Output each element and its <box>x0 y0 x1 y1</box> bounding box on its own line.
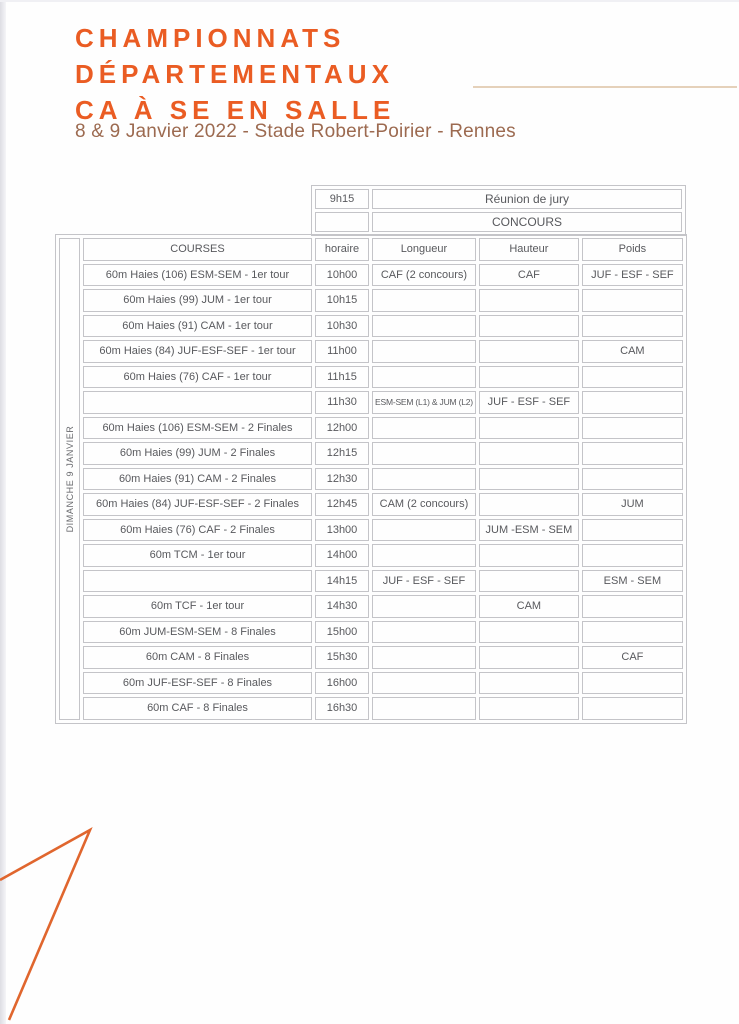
hauteur-cell <box>479 340 579 363</box>
poids-cell: JUF - ESF - SEF <box>582 264 683 287</box>
course-cell: 60m Haies (91) CAM - 1er tour <box>83 315 312 338</box>
course-cell: 60m Haies (91) CAM - 2 Finales <box>83 468 312 491</box>
poids-cell <box>582 595 683 618</box>
time-cell: 12h00 <box>315 417 369 440</box>
hauteur-cell <box>479 646 579 669</box>
time-cell: 14h15 <box>315 570 369 593</box>
time-cell: 10h15 <box>315 289 369 312</box>
hauteur-cell <box>479 672 579 695</box>
hauteur-cell <box>479 315 579 338</box>
table-header-row <box>59 238 683 261</box>
longueur-cell <box>372 315 476 338</box>
hauteur-cell <box>479 493 579 516</box>
longueur-cell <box>372 442 476 465</box>
poids-cell <box>582 417 683 440</box>
longueur-cell <box>372 340 476 363</box>
day-label: DIMANCHE 9 JANVIER <box>64 425 75 533</box>
poids-cell: CAF <box>582 646 683 669</box>
poids-cell: JUM <box>582 493 683 516</box>
course-cell: 60m JUF-ESF-SEF - 8 Finales <box>83 672 312 695</box>
poids-header: Poids <box>582 238 683 261</box>
poids-cell <box>582 468 683 491</box>
table-row <box>315 212 682 232</box>
table-row <box>59 493 683 516</box>
course-cell: 60m CAM - 8 Finales <box>83 646 312 669</box>
time-cell: 15h00 <box>315 621 369 644</box>
hauteur-cell <box>479 697 579 720</box>
table-row <box>59 366 683 389</box>
table-row <box>315 189 682 209</box>
course-cell: 60m CAF - 8 Finales <box>83 697 312 720</box>
hauteur-cell <box>479 442 579 465</box>
hauteur-cell <box>479 366 579 389</box>
longueur-cell <box>372 646 476 669</box>
time-cell: 10h30 <box>315 315 369 338</box>
hauteur-cell <box>479 417 579 440</box>
poids-cell: ESM - SEM <box>582 570 683 593</box>
longueur-header: Longueur <box>372 238 476 261</box>
poids-cell: CAM <box>582 340 683 363</box>
hauteur-cell <box>479 468 579 491</box>
table-row <box>59 519 683 542</box>
course-cell: 60m Haies (99) JUM - 1er tour <box>83 289 312 312</box>
time-header: horaire <box>315 238 369 261</box>
hauteur-cell: CAF <box>479 264 579 287</box>
poids-cell <box>582 544 683 567</box>
poids-cell <box>582 442 683 465</box>
course-cell: 60m Haies (84) JUF-ESF-SEF - 2 Finales <box>83 493 312 516</box>
poids-cell <box>582 366 683 389</box>
hauteur-cell <box>479 621 579 644</box>
event-cell: Réunion de jury <box>372 189 682 209</box>
time-cell: 14h30 <box>315 595 369 618</box>
table-row <box>59 595 683 618</box>
table-row <box>59 391 683 414</box>
longueur-cell: JUF - ESF - SEF <box>372 570 476 593</box>
table-row <box>59 315 683 338</box>
table-row <box>59 697 683 720</box>
course-cell <box>83 391 312 414</box>
poids-cell <box>582 519 683 542</box>
table-row <box>59 544 683 567</box>
hauteur-cell <box>479 570 579 593</box>
table-row <box>59 646 683 669</box>
pre-schedule-table <box>311 185 686 236</box>
table-row <box>59 340 683 363</box>
schedule-table <box>55 234 687 724</box>
time-cell: 11h15 <box>315 366 369 389</box>
table-row <box>59 442 683 465</box>
title-line-3: CA À SE EN SALLE <box>75 95 396 125</box>
time-cell: 12h15 <box>315 442 369 465</box>
longueur-cell <box>372 289 476 312</box>
longueur-cell <box>372 417 476 440</box>
longueur-cell <box>372 621 476 644</box>
courses-header: COURSES <box>83 238 312 261</box>
time-cell: 12h45 <box>315 493 369 516</box>
course-cell: 60m Haies (106) ESM-SEM - 2 Finales <box>83 417 312 440</box>
poids-cell <box>582 315 683 338</box>
poids-cell <box>582 621 683 644</box>
table-row <box>59 289 683 312</box>
course-cell: 60m Haies (84) JUF-ESF-SEF - 1er tour <box>83 340 312 363</box>
time-cell: 16h30 <box>315 697 369 720</box>
poids-cell <box>582 289 683 312</box>
course-cell: 60m JUM-ESM-SEM - 8 Finales <box>83 621 312 644</box>
poids-cell <box>582 391 683 414</box>
time-cell: 15h30 <box>315 646 369 669</box>
longueur-cell <box>372 544 476 567</box>
hauteur-cell: JUF - ESF - SEF <box>479 391 579 414</box>
longueur-cell <box>372 672 476 695</box>
longueur-cell <box>372 519 476 542</box>
corner-decoration-stroke <box>0 824 110 1024</box>
time-cell: 11h30 <box>315 391 369 414</box>
time-cell: 14h00 <box>315 544 369 567</box>
course-cell: 60m Haies (106) ESM-SEM - 1er tour <box>83 264 312 287</box>
course-cell: 60m Haies (76) CAF - 2 Finales <box>83 519 312 542</box>
time-cell: 13h00 <box>315 519 369 542</box>
longueur-cell <box>372 697 476 720</box>
title-line-1: CHAMPIONNATS <box>75 23 346 53</box>
hauteur-header: Hauteur <box>479 238 579 261</box>
page-top-edge-shadow <box>0 0 739 2</box>
title-line-2: DÉPARTEMENTAUX <box>75 59 394 89</box>
longueur-cell: ESM-SEM (L1) & JUM (L2) <box>372 391 476 414</box>
concours-section-header: CONCOURS <box>372 212 682 232</box>
table-row <box>59 570 683 593</box>
course-cell <box>83 570 312 593</box>
longueur-cell <box>372 468 476 491</box>
hauteur-cell <box>479 289 579 312</box>
time-cell: 10h00 <box>315 264 369 287</box>
poids-cell <box>582 697 683 720</box>
time-cell <box>315 212 369 232</box>
time-cell: 11h00 <box>315 340 369 363</box>
document-subtitle: 8 & 9 Janvier 2022 - Stade Robert-Poirier - Rennes <box>75 121 516 142</box>
poids-cell <box>582 672 683 695</box>
header-divider-line <box>473 86 737 88</box>
time-cell: 9h15 <box>315 189 369 209</box>
longueur-cell <box>372 595 476 618</box>
hauteur-cell: JUM -ESM - SEM <box>479 519 579 542</box>
time-cell: 12h30 <box>315 468 369 491</box>
table-row <box>59 264 683 287</box>
document-title <box>75 20 395 128</box>
hauteur-cell <box>479 544 579 567</box>
hauteur-cell: CAM <box>479 595 579 618</box>
course-cell: 60m TCM - 1er tour <box>83 544 312 567</box>
time-cell: 16h00 <box>315 672 369 695</box>
table-row <box>59 672 683 695</box>
day-column-cell <box>59 238 80 720</box>
course-cell: 60m Haies (76) CAF - 1er tour <box>83 366 312 389</box>
course-cell: 60m Haies (99) JUM - 2 Finales <box>83 442 312 465</box>
longueur-cell: CAM (2 concours) <box>372 493 476 516</box>
longueur-cell: CAF (2 concours) <box>372 264 476 287</box>
table-row <box>59 417 683 440</box>
longueur-cell <box>372 366 476 389</box>
table-row <box>59 621 683 644</box>
table-row <box>59 468 683 491</box>
course-cell: 60m TCF - 1er tour <box>83 595 312 618</box>
